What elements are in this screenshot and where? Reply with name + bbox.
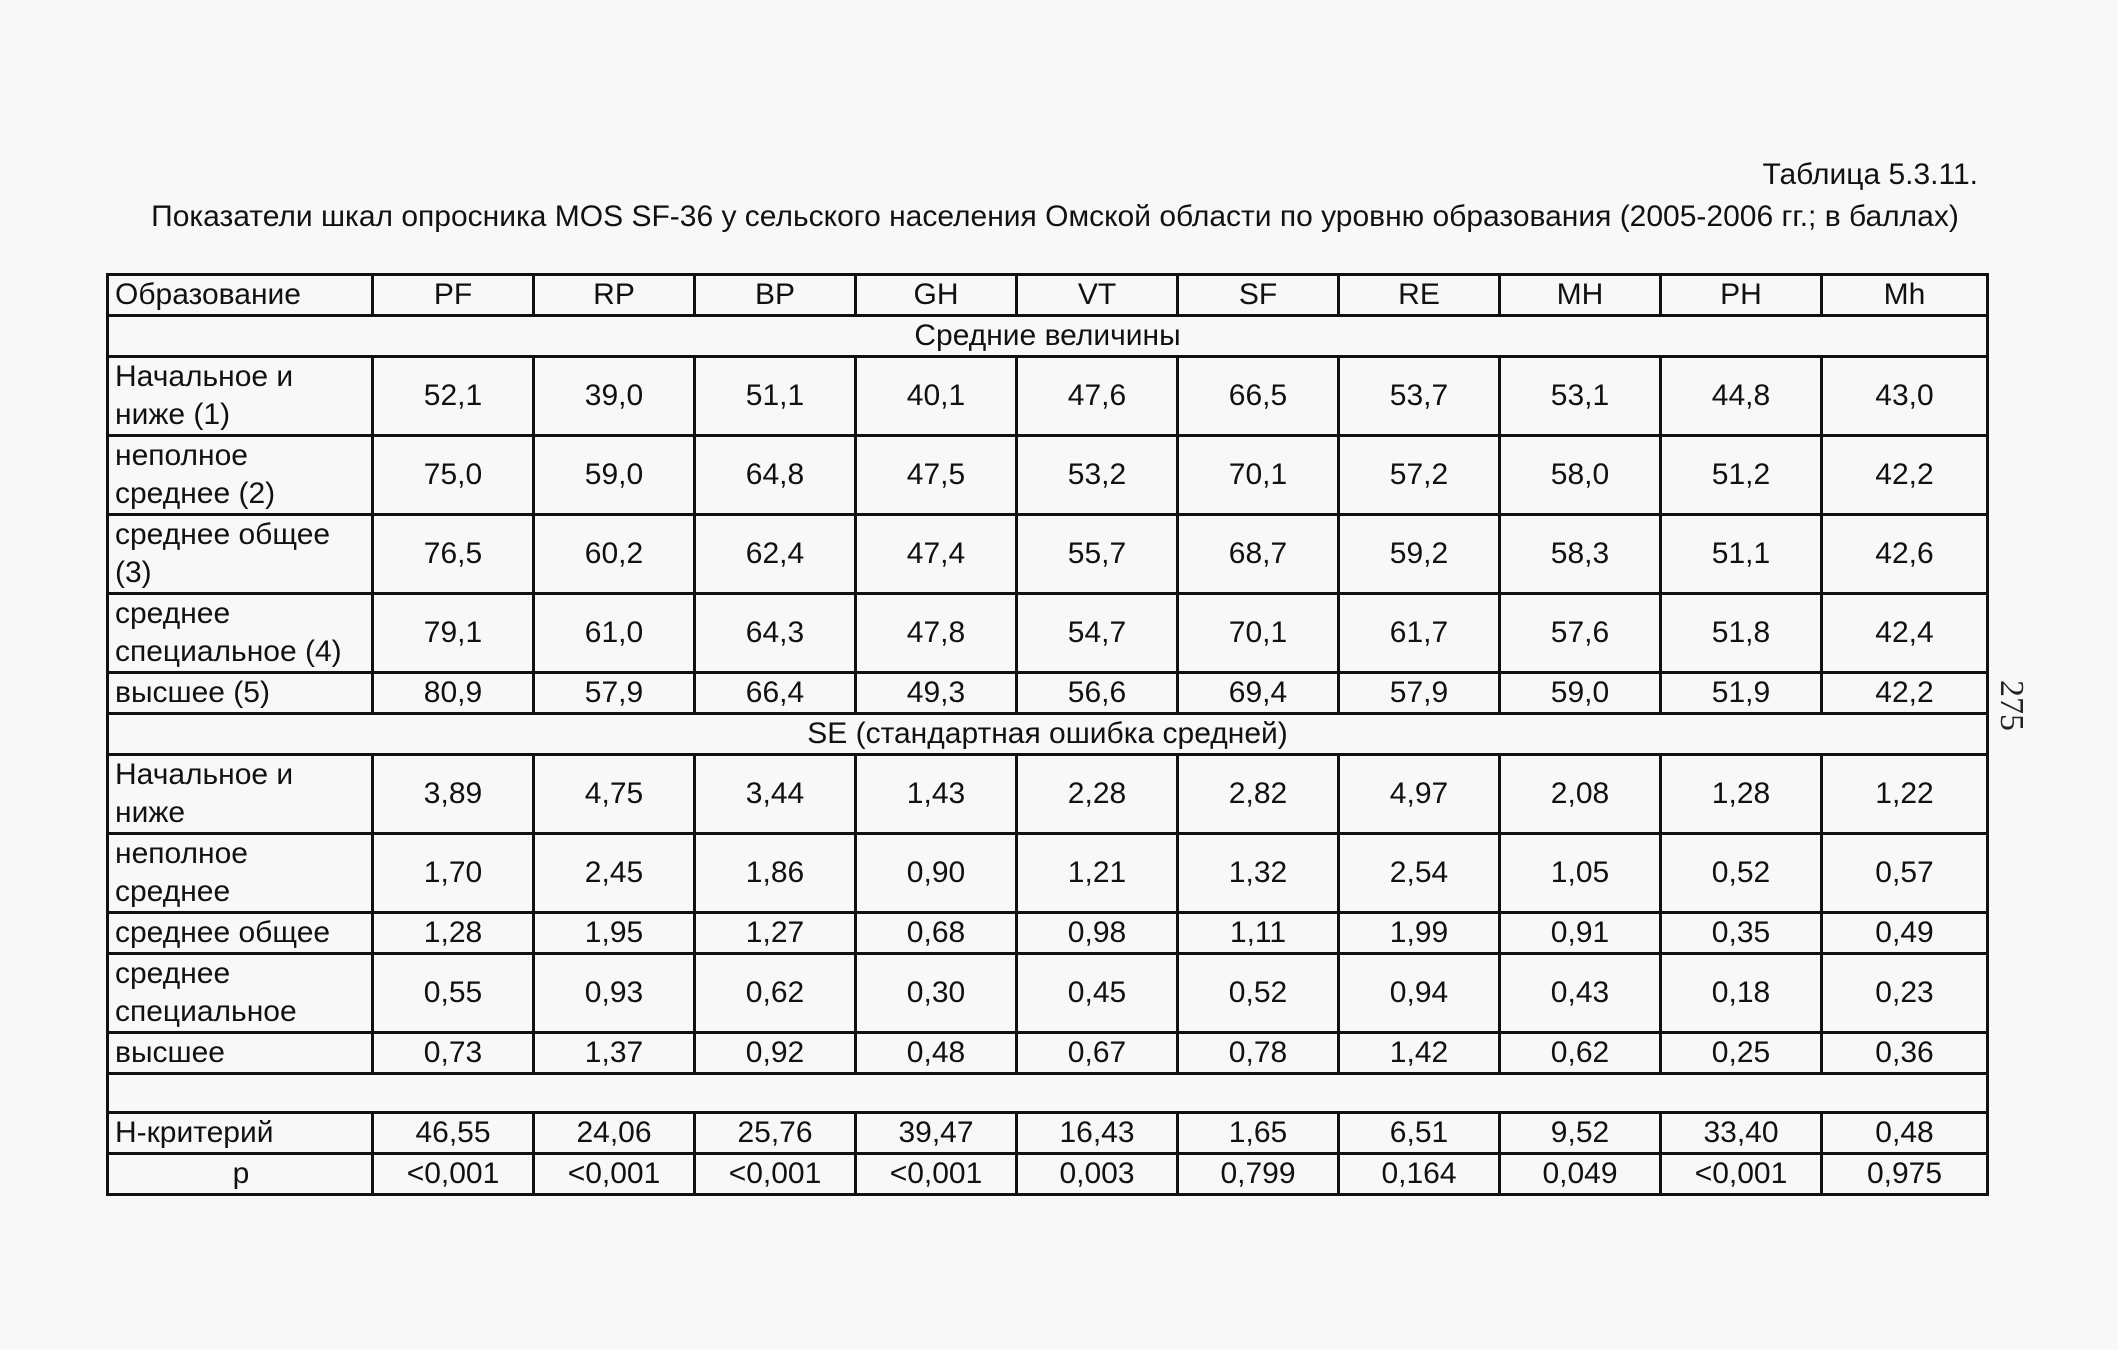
- value-cell: 47,4: [856, 515, 1017, 594]
- value-cell: 60,2: [534, 515, 695, 594]
- value-cell: 1,22: [1822, 755, 1988, 834]
- value-cell: 61,7: [1339, 594, 1500, 673]
- header-cell: MH: [1500, 275, 1661, 316]
- row-label: неполное среднее (2): [108, 436, 373, 515]
- value-cell: 80,9: [373, 673, 534, 714]
- value-cell: 1,70: [373, 834, 534, 913]
- value-cell: 1,05: [1500, 834, 1661, 913]
- value-cell: 79,1: [373, 594, 534, 673]
- value-cell: 0,799: [1178, 1154, 1339, 1195]
- header-cell: PF: [373, 275, 534, 316]
- row-label: Н-критерий: [108, 1113, 373, 1154]
- value-cell: 43,0: [1822, 357, 1988, 436]
- value-cell: 1,42: [1339, 1033, 1500, 1074]
- value-cell: 0,164: [1339, 1154, 1500, 1195]
- value-cell: 0,93: [534, 954, 695, 1033]
- header-cell: RP: [534, 275, 695, 316]
- value-cell: 47,5: [856, 436, 1017, 515]
- table-row: [108, 755, 1988, 834]
- header-cell: SF: [1178, 275, 1339, 316]
- value-cell: 1,65: [1178, 1113, 1339, 1154]
- value-cell: 0,23: [1822, 954, 1988, 1033]
- value-cell: 1,28: [1661, 755, 1822, 834]
- value-cell: 1,43: [856, 755, 1017, 834]
- value-cell: 2,54: [1339, 834, 1500, 913]
- value-cell: 0,55: [373, 954, 534, 1033]
- spacer-row: [108, 1074, 1988, 1113]
- value-cell: 2,28: [1017, 755, 1178, 834]
- value-cell: 68,7: [1178, 515, 1339, 594]
- value-cell: 0,98: [1017, 913, 1178, 954]
- section-row-means: [108, 316, 1988, 357]
- table-row: [108, 1113, 1988, 1154]
- section-heading: SE (стандартная ошибка средней): [108, 714, 1988, 755]
- value-cell: 1,32: [1178, 834, 1339, 913]
- value-cell: 0,43: [1500, 954, 1661, 1033]
- value-cell: 57,2: [1339, 436, 1500, 515]
- value-cell: 59,2: [1339, 515, 1500, 594]
- value-cell: 16,43: [1017, 1113, 1178, 1154]
- value-cell: 4,97: [1339, 755, 1500, 834]
- value-cell: 1,11: [1178, 913, 1339, 954]
- value-cell: 66,5: [1178, 357, 1339, 436]
- value-cell: 51,1: [1661, 515, 1822, 594]
- value-cell: 0,57: [1822, 834, 1988, 913]
- row-label: высшее: [108, 1033, 373, 1074]
- value-cell: 44,8: [1661, 357, 1822, 436]
- value-cell: 0,94: [1339, 954, 1500, 1033]
- value-cell: 53,1: [1500, 357, 1661, 436]
- header-cell: VT: [1017, 275, 1178, 316]
- table-title: Показатели шкал опросника MOS SF-36 у сельского населения Омской области по уровню образования (2005-2006 гг.; в баллах): [151, 200, 1959, 233]
- value-cell: 56,6: [1017, 673, 1178, 714]
- table-row: [108, 1154, 1988, 1195]
- value-cell: <0,001: [695, 1154, 856, 1195]
- value-cell: 0,90: [856, 834, 1017, 913]
- value-cell: 46,55: [373, 1113, 534, 1154]
- value-cell: 1,37: [534, 1033, 695, 1074]
- table-row: [108, 834, 1988, 913]
- table-number: Таблица 5.3.11.: [1762, 158, 1978, 191]
- value-cell: 0,52: [1661, 834, 1822, 913]
- table-row: [108, 357, 1988, 436]
- row-label: Начальное и ниже (1): [108, 357, 373, 436]
- value-cell: 69,4: [1178, 673, 1339, 714]
- value-cell: 0,91: [1500, 913, 1661, 954]
- value-cell: 66,4: [695, 673, 856, 714]
- value-cell: 49,3: [856, 673, 1017, 714]
- header-cell: RE: [1339, 275, 1500, 316]
- header-cell: PH: [1661, 275, 1822, 316]
- value-cell: 57,6: [1500, 594, 1661, 673]
- stats-body: [108, 1074, 1988, 1195]
- value-cell: 2,08: [1500, 755, 1661, 834]
- value-cell: 57,9: [1339, 673, 1500, 714]
- value-cell: 0,049: [1500, 1154, 1661, 1195]
- value-cell: 54,7: [1017, 594, 1178, 673]
- value-cell: 0,92: [695, 1033, 856, 1074]
- page-number: 275: [1993, 680, 2030, 731]
- value-cell: 62,4: [695, 515, 856, 594]
- means-body: [108, 357, 1988, 714]
- value-cell: 64,3: [695, 594, 856, 673]
- se-body: [108, 755, 1988, 1074]
- value-cell: 0,62: [695, 954, 856, 1033]
- value-cell: 1,27: [695, 913, 856, 954]
- value-cell: 59,0: [534, 436, 695, 515]
- value-cell: 4,75: [534, 755, 695, 834]
- table-row: [108, 913, 1988, 954]
- value-cell: 39,47: [856, 1113, 1017, 1154]
- value-cell: 24,06: [534, 1113, 695, 1154]
- value-cell: 75,0: [373, 436, 534, 515]
- value-cell: 58,0: [1500, 436, 1661, 515]
- table-row: [108, 436, 1988, 515]
- value-cell: 0,52: [1178, 954, 1339, 1033]
- value-cell: 70,1: [1178, 436, 1339, 515]
- table-row: [108, 673, 1988, 714]
- value-cell: 0,003: [1017, 1154, 1178, 1195]
- value-cell: 39,0: [534, 357, 695, 436]
- table-row: [108, 1033, 1988, 1074]
- results-table: [106, 273, 1989, 1196]
- value-cell: 47,6: [1017, 357, 1178, 436]
- value-cell: 51,1: [695, 357, 856, 436]
- value-cell: 0,36: [1822, 1033, 1988, 1074]
- value-cell: 51,8: [1661, 594, 1822, 673]
- row-label: неполное среднее: [108, 834, 373, 913]
- table-row: [108, 594, 1988, 673]
- value-cell: 70,1: [1178, 594, 1339, 673]
- value-cell: 42,2: [1822, 436, 1988, 515]
- value-cell: 0,68: [856, 913, 1017, 954]
- value-cell: <0,001: [1661, 1154, 1822, 1195]
- value-cell: 0,62: [1500, 1033, 1661, 1074]
- section-row-se: [108, 714, 1988, 755]
- value-cell: 3,44: [695, 755, 856, 834]
- table-row: [108, 954, 1988, 1033]
- value-cell: 0,975: [1822, 1154, 1988, 1195]
- empty-cell: [108, 1074, 1988, 1113]
- value-cell: 0,25: [1661, 1033, 1822, 1074]
- value-cell: 0,48: [856, 1033, 1017, 1074]
- value-cell: 59,0: [1500, 673, 1661, 714]
- value-cell: 47,8: [856, 594, 1017, 673]
- header-cell: BP: [695, 275, 856, 316]
- section-heading: Средние величины: [108, 316, 1988, 357]
- header-cell: GH: [856, 275, 1017, 316]
- value-cell: 55,7: [1017, 515, 1178, 594]
- header-row: [108, 275, 1988, 316]
- value-cell: <0,001: [534, 1154, 695, 1195]
- value-cell: 33,40: [1661, 1113, 1822, 1154]
- row-label: среднее специальное: [108, 954, 373, 1033]
- value-cell: 64,8: [695, 436, 856, 515]
- value-cell: 0,18: [1661, 954, 1822, 1033]
- row-label: среднее специальное (4): [108, 594, 373, 673]
- value-cell: 1,99: [1339, 913, 1500, 954]
- value-cell: 52,1: [373, 357, 534, 436]
- value-cell: 0,49: [1822, 913, 1988, 954]
- value-cell: 51,2: [1661, 436, 1822, 515]
- value-cell: 42,6: [1822, 515, 1988, 594]
- value-cell: 57,9: [534, 673, 695, 714]
- value-cell: 25,76: [695, 1113, 856, 1154]
- row-label: среднее общее: [108, 913, 373, 954]
- value-cell: 0,35: [1661, 913, 1822, 954]
- value-cell: <0,001: [856, 1154, 1017, 1195]
- value-cell: 2,45: [534, 834, 695, 913]
- value-cell: <0,001: [373, 1154, 534, 1195]
- row-label: высшее (5): [108, 673, 373, 714]
- value-cell: 58,3: [1500, 515, 1661, 594]
- value-cell: 0,48: [1822, 1113, 1988, 1154]
- table-row: [108, 515, 1988, 594]
- row-label: p: [108, 1154, 373, 1195]
- value-cell: 0,30: [856, 954, 1017, 1033]
- value-cell: 0,67: [1017, 1033, 1178, 1074]
- value-cell: 53,2: [1017, 436, 1178, 515]
- value-cell: 1,86: [695, 834, 856, 913]
- value-cell: 1,95: [534, 913, 695, 954]
- row-label: Начальное и ниже: [108, 755, 373, 834]
- value-cell: 2,82: [1178, 755, 1339, 834]
- value-cell: 40,1: [856, 357, 1017, 436]
- header-cell: Mh: [1822, 275, 1988, 316]
- header-cell: Образование: [108, 275, 373, 316]
- value-cell: 51,9: [1661, 673, 1822, 714]
- value-cell: 42,2: [1822, 673, 1988, 714]
- value-cell: 0,45: [1017, 954, 1178, 1033]
- value-cell: 3,89: [373, 755, 534, 834]
- value-cell: 53,7: [1339, 357, 1500, 436]
- value-cell: 1,28: [373, 913, 534, 954]
- value-cell: 1,21: [1017, 834, 1178, 913]
- value-cell: 6,51: [1339, 1113, 1500, 1154]
- value-cell: 0,73: [373, 1033, 534, 1074]
- value-cell: 9,52: [1500, 1113, 1661, 1154]
- row-label: среднее общее (3): [108, 515, 373, 594]
- value-cell: 76,5: [373, 515, 534, 594]
- value-cell: 0,78: [1178, 1033, 1339, 1074]
- value-cell: 42,4: [1822, 594, 1988, 673]
- value-cell: 61,0: [534, 594, 695, 673]
